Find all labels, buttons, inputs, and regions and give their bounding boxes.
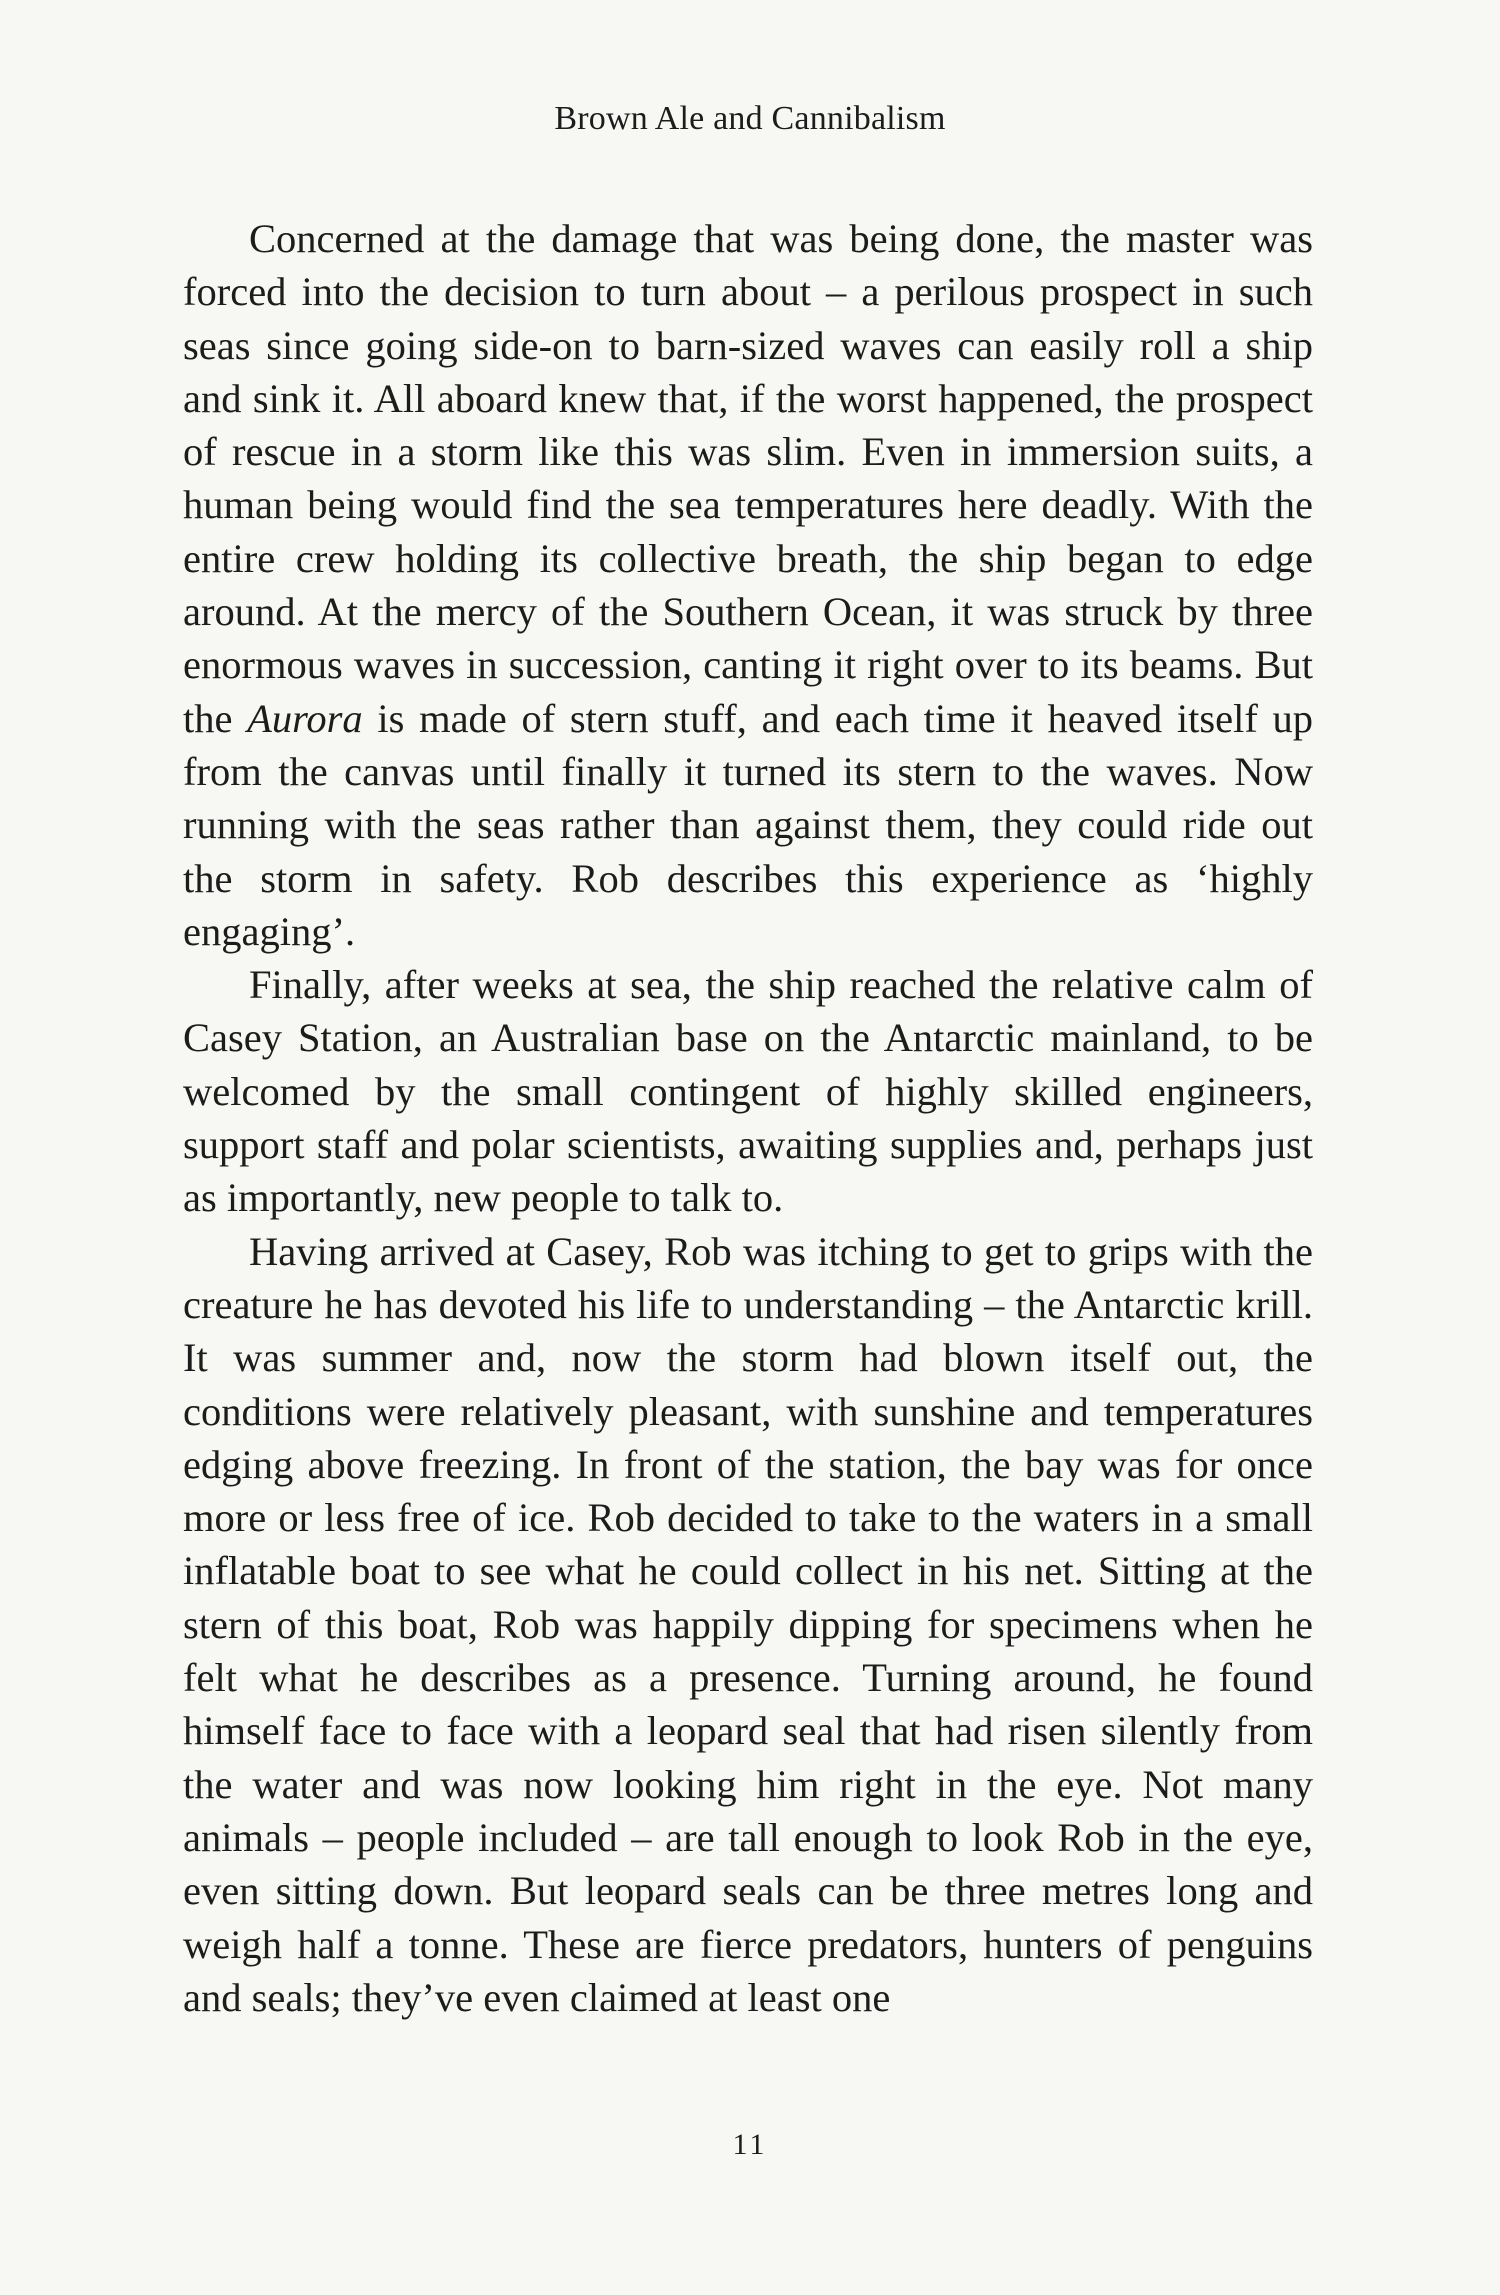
paragraph-text: is made of stern stuff, and each time it heaved itself up from the canvas until finally it turned its stern to the waves. Now running with the seas rather than against them, they could ride out the storm in safety. Rob describes this experience as ‘highly engaging’. — [183, 695, 1314, 954]
paragraph: Finally, after weeks at sea, the ship reached the relative calm of Casey Station, an Australian base on the Antarctic mainland, to be welcomed by the small contingent of highly skilled engineers, support staff and polar scientists, awaiting supplies and, perhaps just as importantly, new people to talk to. — [183, 962, 1313, 1221]
body-text — [183, 212, 1313, 2024]
page-number: 11 — [732, 2128, 768, 2161]
paragraph: Having arrived at Casey, Rob was itching to get to grips with the creature he has devoted his life to understanding – the Antarctic krill. It was summer and, now the storm had blown itself out, the conditions were relatively pleasant, with sunshine and temperatures edging above freezing. In front of the station, the bay was for once more or less free of ice. Rob decided to take to the waters in a small inflatable boat to see what he could collect in his net. Sitting at the stern of this boat, Rob was happily dipping for specimens when he felt what he describes as a presence. Turning around, he found himself face to face with a leopard seal that had risen silently from the water and was now looking him right in the eye. Not many animals – people included – are tall enough to look Rob in the eye, even sitting down. But leopard seals can be three metres long and weigh half a tonne. These are fierce predators, hunters of penguins and seals; they’ve even claimed at least one — [183, 1228, 1313, 2020]
ship-name-italic: Aurora — [247, 695, 363, 741]
paragraph — [183, 212, 1313, 958]
paragraph-text: Concerned at the damage that was being done, the master was forced into the decision to turn about – a perilous prospect in such seas since going side-on to barn-sized waves can easily roll a ship and sink it. All aboard knew that, if the worst happened, the prospect of rescue in a storm like this was slim. Even in immersion suits, a human being would find the sea temperatures here deadly. With the entire crew holding its collective breath, the ship began to edge around. At the mercy of the Southern Ocean, it was struck by three enormous waves in succession, canting it right over to its beams. But the — [183, 216, 1313, 741]
running-head: Brown Ale and Cannibalism — [554, 100, 946, 137]
